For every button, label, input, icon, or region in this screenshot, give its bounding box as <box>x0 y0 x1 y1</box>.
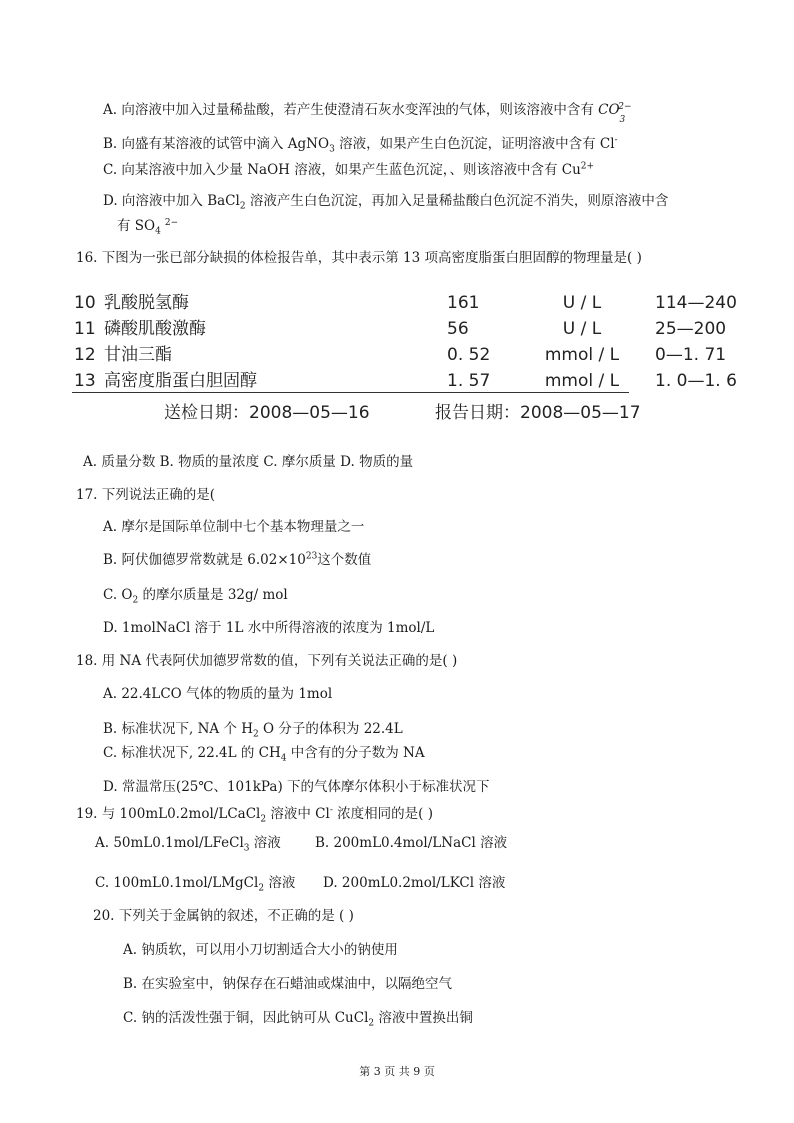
q15-option-d-cont: 有 $SO_4^{2-}$ <box>117 217 179 237</box>
q17-stem: 17. 下列说法正确的是( <box>76 487 216 503</box>
q19-option-b: B. 200mL0.4mol/LNaCl 溶液 <box>315 835 508 851</box>
report-divider <box>72 392 629 393</box>
medical-report-image: 10 乳酸脱氢酶 161 U / L 114—240 11 磷酸肌酸激酶 56 U / L 25—200 12 甘油三酯 0. 52 mmol / L 0—1. 71 13 高密度脂蛋白胆固醇 1. 57 mmol / L 1. 0—1. 6 送检日期：2008—05—16 报告日期：2008—05—17 <box>72 286 742 434</box>
q17-option-a: A. 摩尔是国际单位制中七个基本物理量之一 <box>103 519 365 535</box>
q18-stem: 18. 用 NA 代表阿伏加德罗常数的值，下列有关说法正确的是( ) <box>76 653 458 669</box>
q20-stem: 20. 下列关于金属钠的叙述，不正确的是 ( ) <box>93 908 354 924</box>
q19-stem: 19. 与 100mL0.2mol/LCaCl$_2$ 溶液中 Cl- 浓度相同的是( ) <box>76 805 433 825</box>
q17-option-c: C. $O_2$ 的摩尔质量是 32g/ mol <box>103 587 288 606</box>
q20-option-a: A. 钠质软，可以用小刀切割适合大小的钠使用 <box>123 942 398 958</box>
q18-option-c: C. 标准状况下, 22.4L 的 $CH_4$ 中含有的分子数为 NA <box>103 745 425 764</box>
q16-options: A. 质量分数 B. 物质的量浓度 C. 摩尔质量 D. 物质的量 <box>83 454 414 470</box>
q18-option-b: B. 标准状况下, NA 个 $H_2$ O 分子的体积为 22.4L <box>103 721 403 740</box>
page-footer: 第 3 页 共 9 页 <box>359 1065 435 1078</box>
q15-option-c: C. 向某溶液中加入少量 NaOH 溶液，如果产生蓝色沉淀，、则该溶液中含有 $Cu^{2+}$ <box>103 161 595 178</box>
q15-option-d: D. 向溶液中加入 BaCl$_2$ 溶液产生白色沉淀，再加入足量稀盐酸白色沉淀不消失，则原溶液中含 <box>103 193 669 212</box>
q18-option-a: A. 22.4LCO 气体的物质的量为 1mol <box>103 686 333 702</box>
report-date: 报告日期：2008—05—17 <box>435 403 641 423</box>
carbonate-ion: $CO_3^{2-}$ <box>598 101 632 125</box>
q19-option-c: C. 100mL0.1mol/LMgCl$_2$ 溶液 <box>95 875 296 894</box>
q19-option-a: A. 50mL0.1mol/LFeCl$_3$ 溶液 <box>95 835 281 854</box>
q18-option-d: D. 常温常压(25℃、101kPa) 下的气体摩尔体积小于标准状况下 <box>103 779 490 795</box>
q19-option-d: D. 200mL0.2mol/LKCl 溶液 <box>323 875 506 891</box>
q20-option-c: C. 钠的活泼性强于铜，因此钠可从 CuCl$_2$ 溶液中置换出铜 <box>123 1010 473 1029</box>
q15-option-a: A. 向溶液中加入过量稀盐酸，若产生使澄清石灰水变浑浊的气体，则该溶液中含有 $CO_3^{2-}$ <box>103 100 639 120</box>
q16-stem: 16. 下图为一张已部分缺损的体检报告单，其中表示第 13 项高密度脂蛋白胆固醇的物理量是( ) <box>76 250 642 266</box>
q15-option-b: B. 向盛有某溶液的试管中滴入 AgNO$_3$ 溶液，如果产生白色沉淀，证明溶液中含有 Cl- <box>103 135 618 155</box>
q20-option-b: B. 在实验室中，钠保存在石蜡油或煤油中，以隔绝空气 <box>123 976 453 992</box>
q17-option-d: D. 1molNaCl 溶于 1L 水中所得溶液的浓度为 1mol/L <box>103 620 435 636</box>
send-date: 送检日期：2008—05—16 <box>164 403 370 423</box>
q17-option-b: B. 阿伏伽德罗常数就是 $6.02\times 10^{23}$这个数值 <box>103 551 372 568</box>
